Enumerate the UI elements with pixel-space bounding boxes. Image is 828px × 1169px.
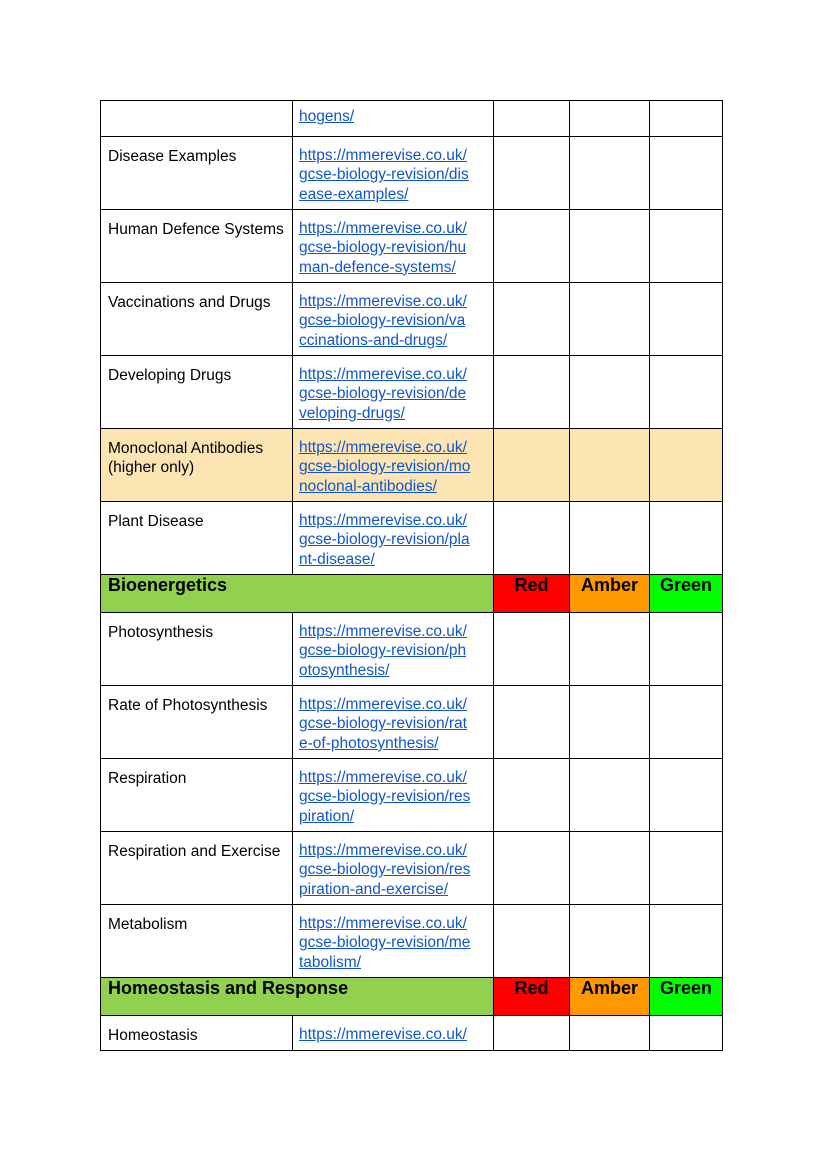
green-checkbox-cell[interactable] (650, 1016, 723, 1051)
topic-link[interactable]: https://mmerevise.co.uk/ (299, 147, 467, 164)
topic-link[interactable]: https://mmerevise.co.uk/ (299, 293, 467, 310)
topic-link[interactable]: veloping-drugs/ (299, 404, 405, 422)
table-row (101, 832, 723, 905)
green-checkbox-cell[interactable] (650, 283, 723, 356)
red-checkbox-cell[interactable] (494, 613, 570, 686)
link-cell (293, 759, 494, 832)
topic-link[interactable]: https://mmerevise.co.uk/ (299, 842, 467, 859)
red-column-header: Red (494, 978, 570, 1016)
red-checkbox-cell[interactable] (494, 1016, 570, 1051)
section-title: Homeostasis and Response (101, 978, 494, 1016)
topic-link[interactable]: gcse-biology-revision/res (299, 861, 471, 879)
topic-cell: Rate of Photosynthesis (101, 686, 293, 759)
link-cell (293, 832, 494, 905)
topic-link[interactable]: piration-and-exercise/ (299, 880, 449, 898)
topic-link[interactable]: tabolism/ (299, 953, 362, 971)
topic-link[interactable]: gcse-biology-revision/pla (299, 531, 470, 549)
green-checkbox-cell[interactable] (650, 210, 723, 283)
topic-cell: Human Defence Systems (101, 210, 293, 283)
topic-link[interactable]: e-of-photosynthesis/ (299, 734, 439, 752)
topic-link[interactable]: https://mmerevise.co.uk/ (299, 769, 467, 786)
red-checkbox-cell[interactable] (494, 905, 570, 978)
topic-link[interactable]: https://mmerevise.co.uk/ (299, 696, 467, 713)
amber-checkbox-cell[interactable] (570, 686, 650, 759)
table-row (101, 210, 723, 283)
table-row (101, 137, 723, 210)
topic-link[interactable]: gcse-biology-revision/dis (299, 166, 469, 184)
topic-cell: Developing Drugs (101, 356, 293, 429)
topic-link[interactable]: https://mmerevise.co.uk/ (299, 366, 467, 383)
amber-checkbox-cell[interactable] (570, 356, 650, 429)
amber-checkbox-cell[interactable] (570, 905, 650, 978)
green-checkbox-cell[interactable] (650, 905, 723, 978)
topic-link[interactable]: hogens/ (299, 108, 355, 125)
topic-link[interactable]: nt-disease/ (299, 550, 375, 568)
topic-link[interactable]: gcse-biology-revision/de (299, 385, 467, 403)
topic-link[interactable]: https://mmerevise.co.uk/ (299, 439, 467, 456)
topic-cell: Disease Examples (101, 137, 293, 210)
amber-checkbox-cell[interactable] (570, 502, 650, 575)
amber-checkbox-cell[interactable] (570, 283, 650, 356)
topic-cell: Monoclonal Antibodies (higher only) (101, 429, 293, 502)
green-checkbox-cell[interactable] (650, 502, 723, 575)
amber-checkbox-cell[interactable] (570, 101, 650, 137)
section-title: Bioenergetics (101, 575, 494, 613)
topic-cell: Vaccinations and Drugs (101, 283, 293, 356)
topic-link[interactable]: ease-examples/ (299, 185, 409, 203)
table-row (101, 101, 723, 137)
table-row (101, 759, 723, 832)
green-checkbox-cell[interactable] (650, 356, 723, 429)
link-cell (293, 502, 494, 575)
topic-link[interactable]: https://mmerevise.co.uk/ (299, 220, 467, 237)
topic-cell: Photosynthesis (101, 613, 293, 686)
red-checkbox-cell[interactable] (494, 832, 570, 905)
link-cell (293, 429, 494, 502)
green-checkbox-cell[interactable] (650, 686, 723, 759)
topic-link[interactable]: https://mmerevise.co.uk/ (299, 512, 467, 529)
topic-cell: Respiration and Exercise (101, 832, 293, 905)
topic-link[interactable]: man-defence-systems/ (299, 258, 456, 276)
topic-link[interactable]: gcse-biology-revision/me (299, 934, 471, 952)
table-row (101, 283, 723, 356)
red-checkbox-cell[interactable] (494, 210, 570, 283)
green-checkbox-cell[interactable] (650, 429, 723, 502)
red-column-header: Red (494, 575, 570, 613)
red-checkbox-cell[interactable] (494, 101, 570, 137)
amber-checkbox-cell[interactable] (570, 613, 650, 686)
link-cell (293, 1016, 494, 1051)
green-checkbox-cell[interactable] (650, 613, 723, 686)
topic-link[interactable]: gcse-biology-revision/ph (299, 642, 467, 660)
amber-checkbox-cell[interactable] (570, 429, 650, 502)
green-column-header: Green (650, 978, 723, 1016)
link-cell (293, 210, 494, 283)
topic-link[interactable]: gcse-biology-revision/mo (299, 458, 471, 476)
link-cell (293, 686, 494, 759)
topic-link[interactable]: noclonal-antibodies/ (299, 477, 437, 495)
table-row (101, 1016, 723, 1051)
table-row (101, 905, 723, 978)
link-cell (293, 137, 494, 210)
amber-checkbox-cell[interactable] (570, 210, 650, 283)
topic-link[interactable]: gcse-biology-revision/res (299, 788, 471, 806)
red-checkbox-cell[interactable] (494, 356, 570, 429)
topic-cell (101, 101, 293, 137)
topic-link[interactable]: https://mmerevise.co.uk/ (299, 1026, 467, 1043)
amber-checkbox-cell[interactable] (570, 137, 650, 210)
table-row (101, 613, 723, 686)
green-checkbox-cell[interactable] (650, 759, 723, 832)
green-column-header: Green (650, 575, 723, 613)
table-row (101, 356, 723, 429)
topic-link[interactable]: gcse-biology-revision/hu (299, 239, 467, 257)
red-checkbox-cell[interactable] (494, 137, 570, 210)
topic-cell: Respiration (101, 759, 293, 832)
revision-checklist-table (100, 100, 723, 1051)
link-cell (293, 283, 494, 356)
topic-link[interactable]: https://mmerevise.co.uk/ (299, 623, 467, 640)
topic-link[interactable]: gcse-biology-revision/va (299, 312, 466, 330)
link-cell (293, 905, 494, 978)
topic-cell: Plant Disease (101, 502, 293, 575)
red-checkbox-cell[interactable] (494, 686, 570, 759)
link-cell (293, 101, 494, 137)
topic-cell: Homeostasis (101, 1016, 293, 1051)
topic-link[interactable]: ccinations-and-drugs/ (299, 331, 448, 349)
section-header-row-bioenergetics (101, 575, 723, 613)
link-cell (293, 356, 494, 429)
red-checkbox-cell[interactable] (494, 283, 570, 356)
red-checkbox-cell[interactable] (494, 502, 570, 575)
amber-checkbox-cell[interactable] (570, 832, 650, 905)
amber-checkbox-cell[interactable] (570, 759, 650, 832)
topic-cell: Metabolism (101, 905, 293, 978)
topic-link[interactable]: piration/ (299, 807, 355, 825)
table-row (101, 502, 723, 575)
green-checkbox-cell[interactable] (650, 832, 723, 905)
table-row (101, 686, 723, 759)
section-header-row-homeostasis (101, 978, 723, 1016)
red-checkbox-cell[interactable] (494, 759, 570, 832)
red-checkbox-cell[interactable] (494, 429, 570, 502)
green-checkbox-cell[interactable] (650, 137, 723, 210)
amber-column-header: Amber (570, 978, 650, 1016)
topic-link[interactable]: https://mmerevise.co.uk/ (299, 915, 467, 932)
link-cell (293, 613, 494, 686)
green-checkbox-cell[interactable] (650, 101, 723, 137)
table-body (101, 101, 723, 1051)
amber-column-header: Amber (570, 575, 650, 613)
topic-link[interactable]: otosynthesis/ (299, 661, 390, 679)
topic-link[interactable]: gcse-biology-revision/rat (299, 715, 467, 733)
table-row (101, 429, 723, 502)
amber-checkbox-cell[interactable] (570, 1016, 650, 1051)
